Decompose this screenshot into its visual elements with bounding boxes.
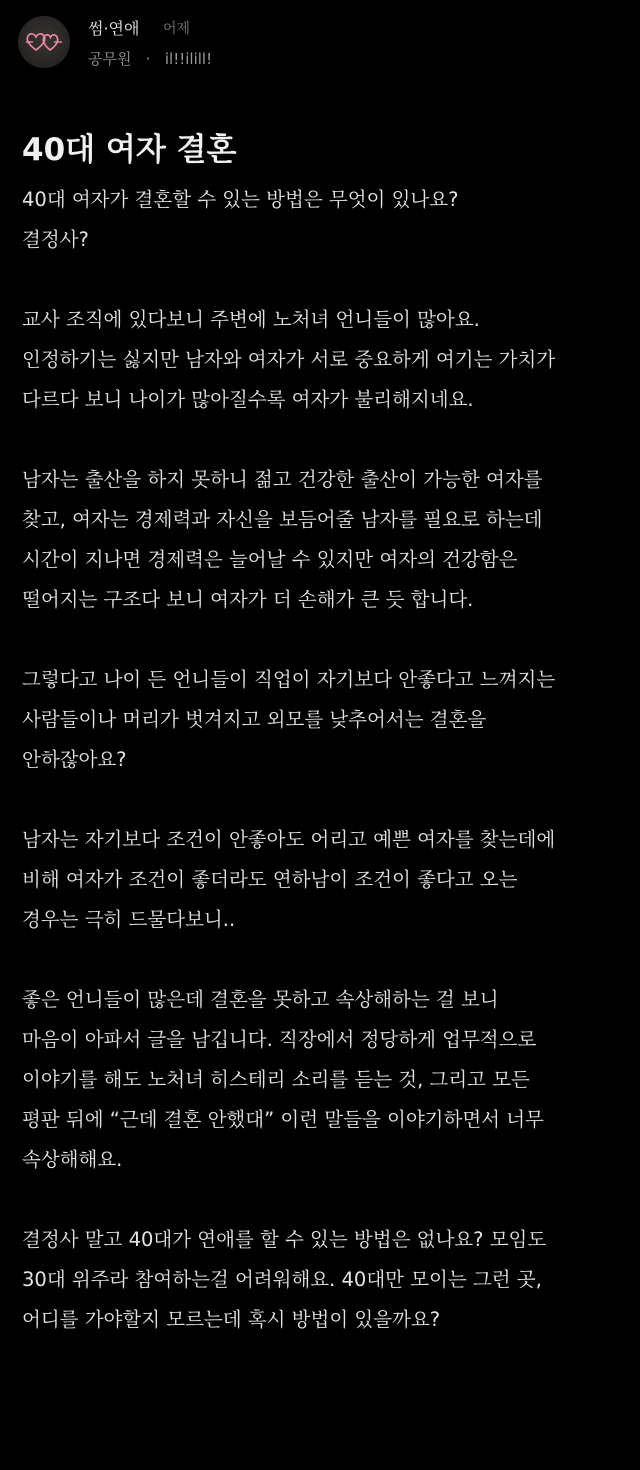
paragraph-line: 시간이 지나면 경제력은 늘어날 수 있지만 여자의 건강함은 <box>22 548 518 571</box>
paragraph-gap <box>22 260 634 300</box>
post-paragraph <box>22 460 634 620</box>
paragraph-line: 30대 위주라 참여하는걸 어려워해요. 40대만 모이는 그런 곳, <box>22 1268 542 1291</box>
paragraph-line: 40대 여자가 결혼할 수 있는 방법은 무엇이 있나요? <box>22 188 459 211</box>
paragraph-gap <box>22 1180 634 1220</box>
post-header <box>0 0 640 90</box>
paragraph-gap <box>22 780 634 820</box>
post-paragraph <box>22 180 634 260</box>
paragraph-line: 속상해해요. <box>22 1148 123 1171</box>
post-paragraph <box>22 1220 634 1340</box>
author-company: il!!ilill! <box>164 50 213 68</box>
paragraph-line: 남자는 출산을 하지 못하니 젊고 건강한 출산이 가능한 여자를 <box>22 468 543 491</box>
paragraph-line: 그렇다고 나이 든 언니들이 직업이 자기보다 안좋다고 느껴지는 <box>22 668 556 691</box>
paragraph-gap <box>22 620 634 660</box>
paragraph-line: 교사 조직에 있다보니 주변에 노처녀 언니들이 많아요. <box>22 308 480 331</box>
paragraph-line: 결정사 말고 40대가 연애를 할 수 있는 방법은 없나요? 모임도 <box>22 1228 547 1251</box>
paragraph-line: 좋은 언니들이 많은데 결혼을 못하고 속상해하는 걸 보니 <box>22 988 499 1011</box>
paragraph-line: 인정하기는 싫지만 남자와 여자가 서로 중요하게 여기는 가치가 <box>22 348 556 371</box>
paragraph-line: 어디를 가야할지 모르는데 혹시 방법이 있을까요? <box>22 1308 441 1331</box>
paragraph-line: 찾고, 여자는 경제력과 자신을 보듬어줄 남자를 필요로 하는데 <box>22 508 543 531</box>
paragraph-line: 안하잖아요? <box>22 748 127 771</box>
post-paragraph <box>22 660 634 780</box>
avatar[interactable] <box>18 16 70 68</box>
post-paragraph <box>22 300 634 420</box>
paragraph-line: 사람들이나 머리가 벗겨지고 외모를 낮추어서는 결혼을 <box>22 708 487 731</box>
paragraph-gap <box>22 420 634 460</box>
author-job: 공무원 <box>88 50 132 68</box>
paragraph-line: 평판 뒤에 “근데 결혼 안했대” 이런 말들을 이야기하면서 너무 <box>22 1108 544 1131</box>
paragraph-line: 다르다 보니 나이가 많아질수록 여자가 불리해지네요. <box>22 388 474 411</box>
paragraph-line: 마음이 아파서 글을 남깁니다. 직장에서 정당하게 업무적으로 <box>22 1028 537 1051</box>
paragraph-line: 결정사? <box>22 228 89 251</box>
meta-separator: · <box>145 50 151 68</box>
paragraph-line: 남자는 자기보다 조건이 안좋아도 어리고 예쁜 여자를 찾는데에 <box>22 828 556 851</box>
post-paragraph <box>22 980 634 1180</box>
paragraph-line: 경우는 극히 드물다보니.. <box>22 908 236 931</box>
post-title: 40대 여자 결혼 <box>22 132 237 168</box>
paragraph-gap <box>22 940 634 980</box>
post-time: 어제 <box>163 21 191 37</box>
paragraph-line: 이야기를 해도 노처녀 히스테리 소리를 듣는 것, 그리고 모든 <box>22 1068 530 1091</box>
author-meta <box>88 48 212 69</box>
post-paragraph <box>22 820 634 940</box>
board-category-link[interactable]: 썸·연애 <box>88 19 140 38</box>
paragraph-line: 떨어지는 구조다 보니 여자가 더 손해가 큰 듯 합니다. <box>22 588 474 611</box>
post-body <box>22 180 634 1340</box>
heart-logo-icon <box>25 31 63 53</box>
paragraph-line: 비해 여자가 조건이 좋더라도 연하남이 조건이 좋다고 오는 <box>22 868 518 891</box>
